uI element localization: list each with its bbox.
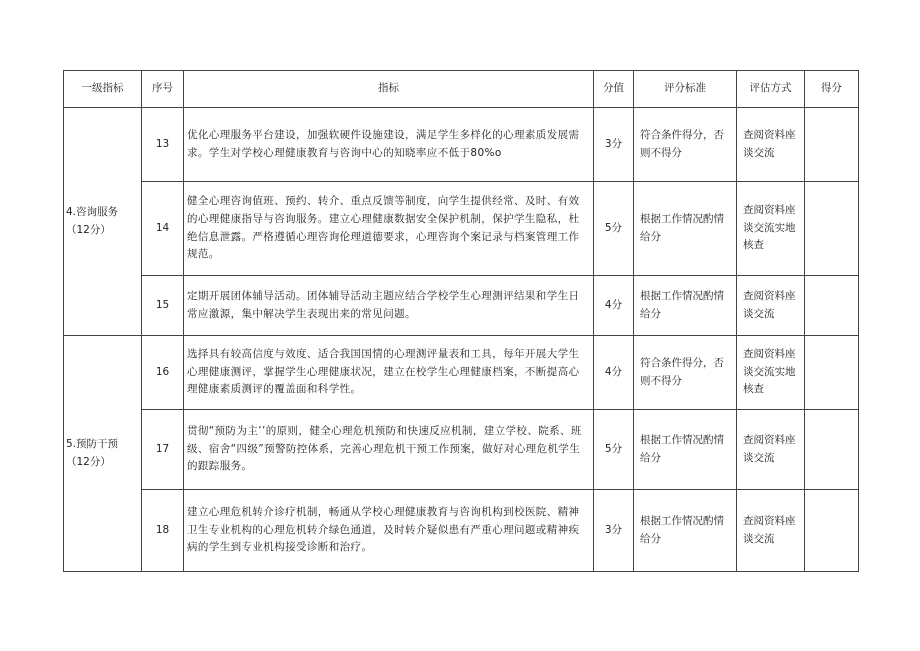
indicator-text: 健全心理咨询值班、预约、转介、重点反馈等制度，向学生提供经常、及时、有效的心理健康指导与咨询服务。建立心理健康数据安全保护机制，保护学生隐私，杜绝信息泄露。严格遵循心理咨询伦理道德要求，心理咨询个案记录与档案管理工作规范。 [184,182,594,276]
header-points: 得分 [805,71,859,108]
method-text: 查阅资料座谈交流实地核查 [737,336,805,410]
score-value: 4分 [594,276,634,336]
row-number: 17 [142,410,184,490]
category-cell: 5.预防干预（12分） [64,336,142,572]
criteria-text: 根据工作情况酌情给分 [634,490,737,572]
criteria-text: 符合条件得分，否则不得分 [634,336,737,410]
table-row [64,336,859,410]
table-row [64,108,859,182]
indicator-text: 建立心理危机转介诊疗机制，畅通从学校心理健康教育与咨询机构到校医院、精神卫生专业机构的心理危机转介绿色通道，及时转介疑似患有严重心理问题或精神疾病的学生到专业机构接受诊断和治疗。 [184,490,594,572]
table-row [64,276,859,336]
score-value: 3分 [594,490,634,572]
points-cell[interactable] [805,336,859,410]
row-number: 13 [142,108,184,182]
header-number: 序号 [142,71,184,108]
table-row [64,182,859,276]
criteria-text: 符合条件得分，否则不得分 [634,108,737,182]
criteria-text: 根据工作情况酌情给分 [634,276,737,336]
points-cell[interactable] [805,490,859,572]
header-method: 评估方式 [737,71,805,108]
points-cell[interactable] [805,276,859,336]
score-value: 5分 [594,182,634,276]
header-row [64,71,859,108]
method-text: 查阅资料座谈交流 [737,108,805,182]
indicator-text: 优化心理服务平台建设，加强软硬件设施建设，满足学生多样化的心理素质发展需求。学生对学校心理健康教育与咨询中心的知晓率应不低于80%o [184,108,594,182]
header-category: 一级指标 [64,71,142,108]
row-number: 15 [142,276,184,336]
points-cell[interactable] [805,182,859,276]
method-text: 查阅资料座谈交流 [737,490,805,572]
score-value: 4分 [594,336,634,410]
method-text: 查阅资料座谈交流 [737,276,805,336]
header-criteria: 评分标准 [634,71,737,108]
header-score: 分值 [594,71,634,108]
header-indicator: 指标 [184,71,594,108]
row-number: 14 [142,182,184,276]
evaluation-table [63,70,859,572]
category-cell: 4.咨询服务（12分） [64,108,142,336]
criteria-text: 根据工作情况酌情给分 [634,410,737,490]
row-number: 16 [142,336,184,410]
points-cell[interactable] [805,410,859,490]
row-number: 18 [142,490,184,572]
indicator-text: 选择具有较高信度与效度、适合我国国情的心理测评量表和工具，每年开展大学生心理健康测评，掌握学生心理健康状况，建立在校学生心理健康档案，不断提高心理健康素质测评的覆盖面和科学性。 [184,336,594,410]
score-value: 3分 [594,108,634,182]
method-text: 查阅资料座谈交流实地核查 [737,182,805,276]
points-cell[interactable] [805,108,859,182]
indicator-text: 定期开展团体辅导活动。团体辅导活动主题应结合学校学生心理测评结果和学生日常应激源，集中解决学生表现出来的常见问题。 [184,276,594,336]
indicator-text: 贯彻“预防为主’’的原则，健全心理危机预防和快速反应机制，建立学校、院系、班级、宿舍“四级”预警防控体系，完善心理危机干预工作预案，做好对心理危机学生的跟踪服务。 [184,410,594,490]
table-row [64,410,859,490]
score-value: 5分 [594,410,634,490]
table-row [64,490,859,572]
method-text: 查阅资料座谈交流 [737,410,805,490]
criteria-text: 根据工作情况酌情给分 [634,182,737,276]
